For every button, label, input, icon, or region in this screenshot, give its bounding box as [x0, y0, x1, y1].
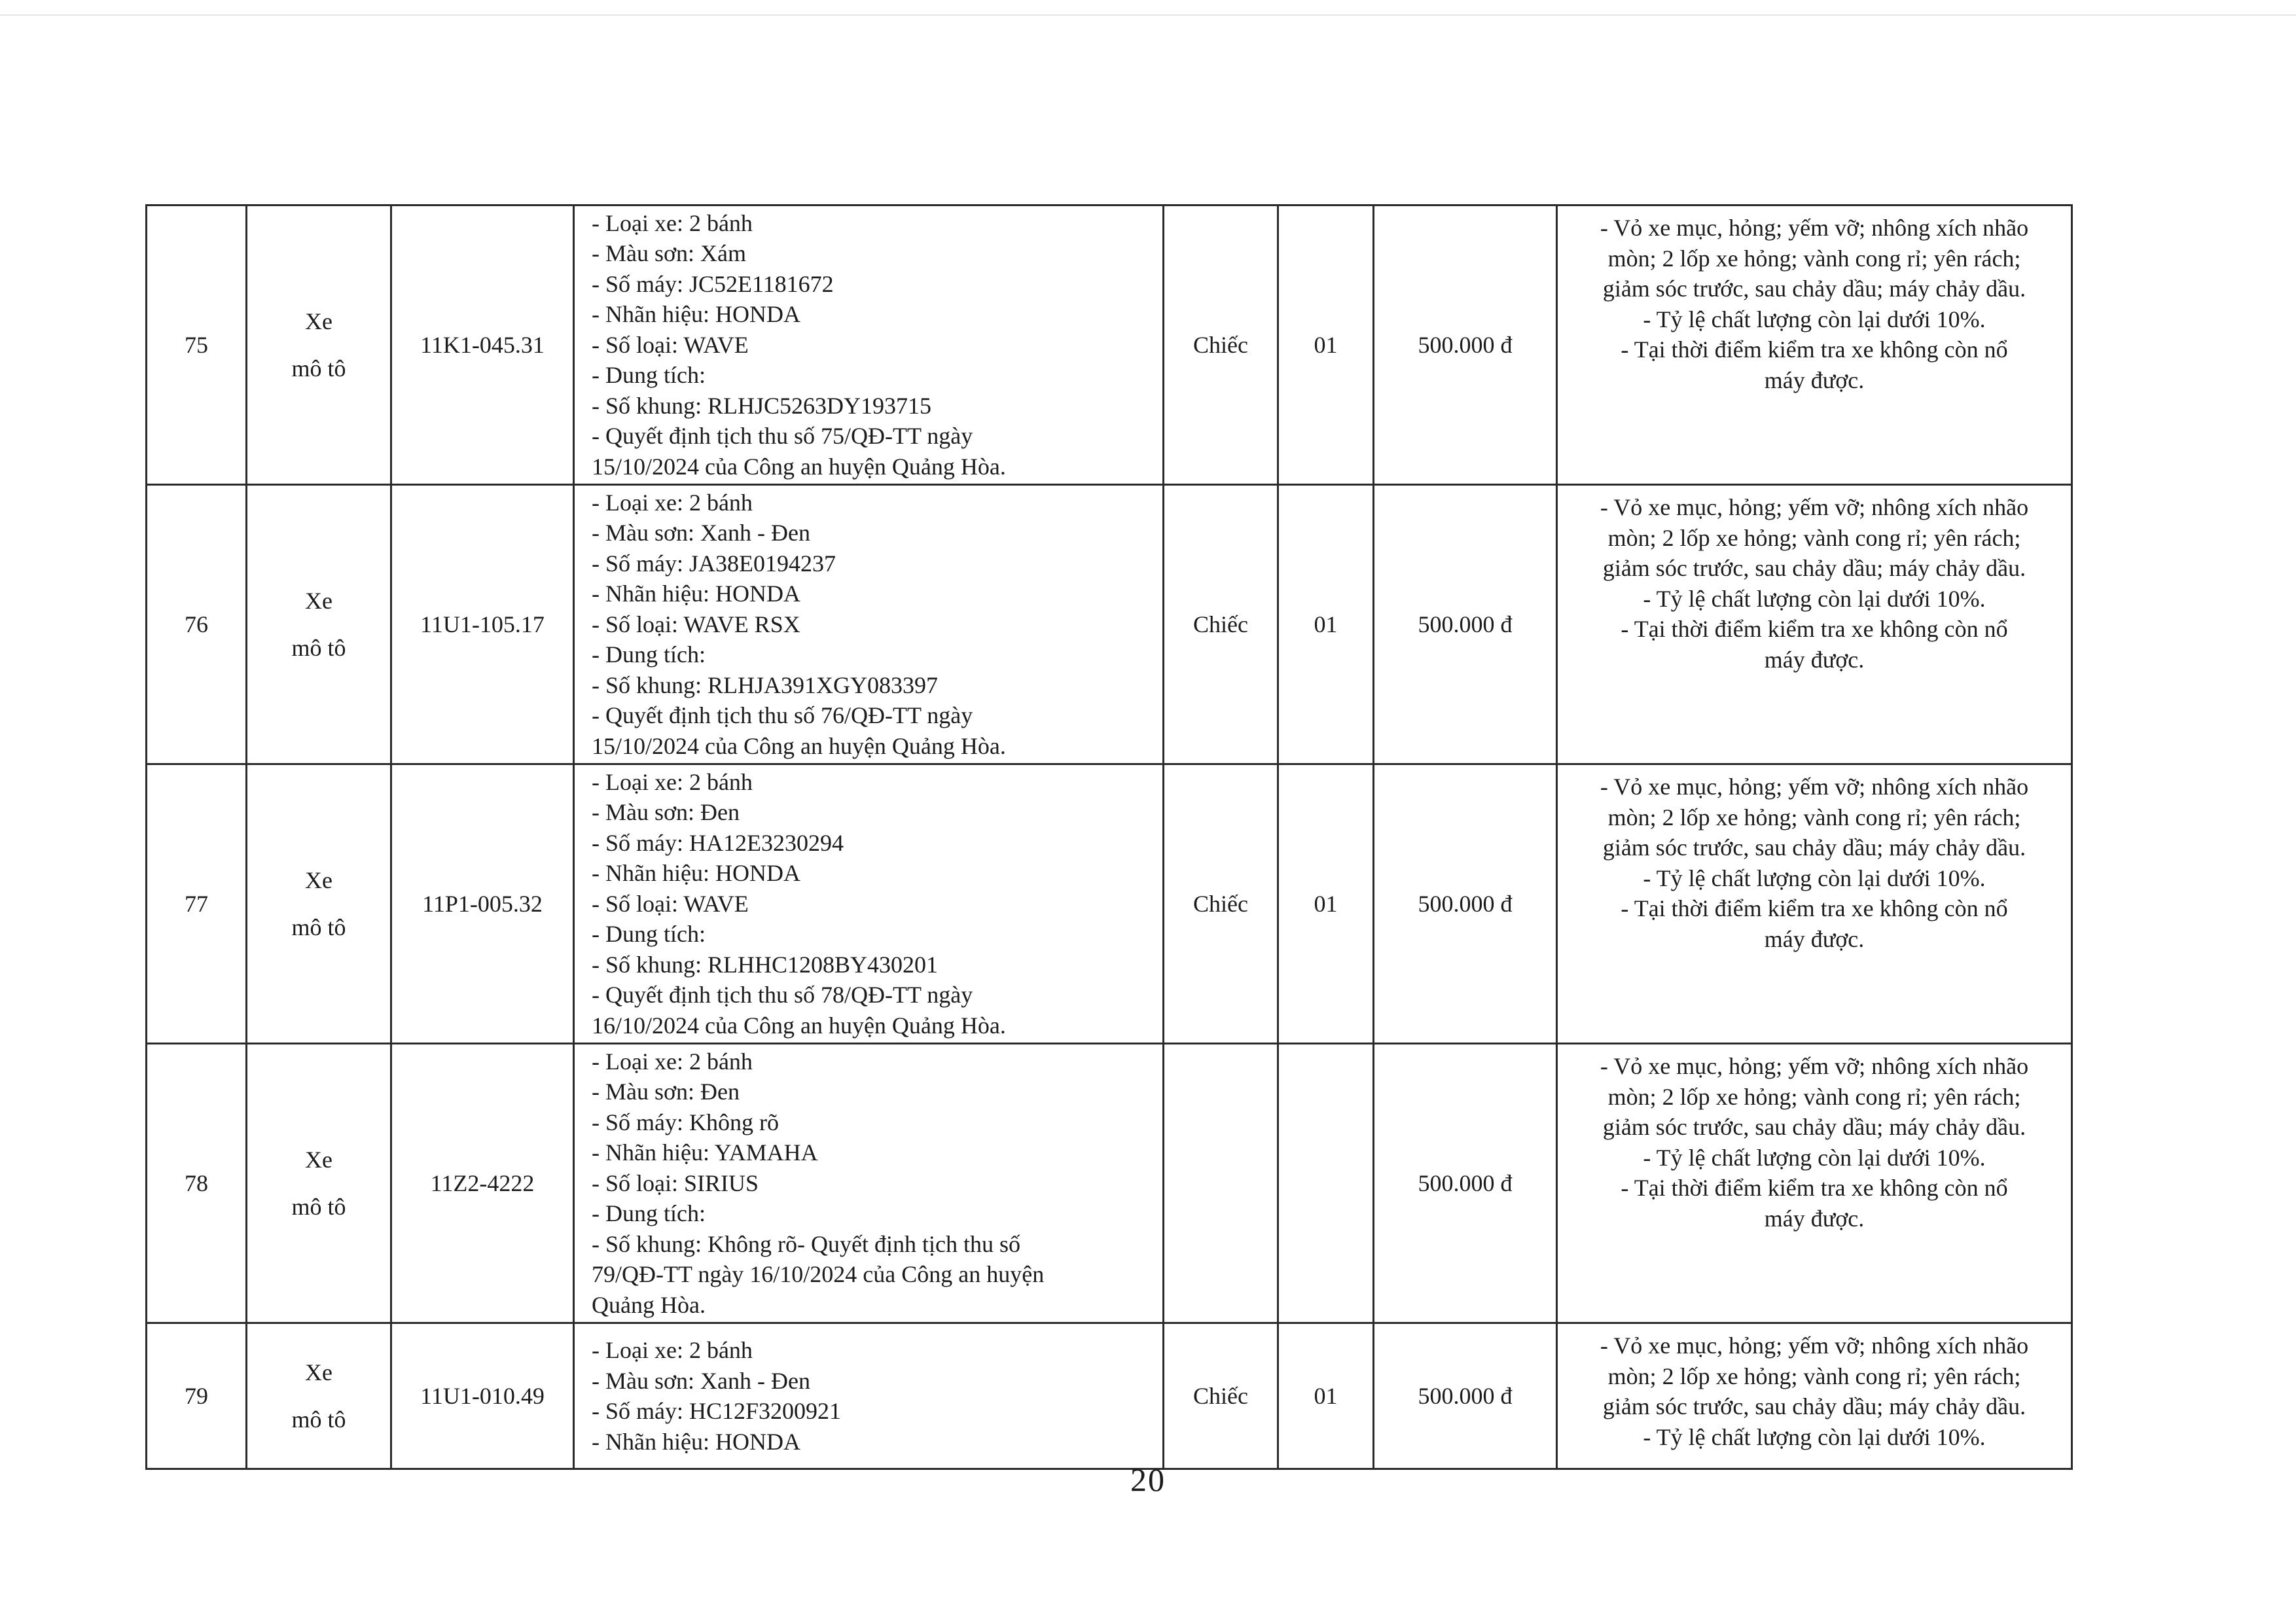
description-line: - Số khung: RLHHC1208BY430201	[592, 951, 939, 978]
condition-line: - Tại thời điểm kiểm tra xe không còn nổ	[1621, 336, 2008, 363]
description-line: - Nhãn hiệu: HONDA	[592, 301, 800, 328]
description-line: 79/QĐ-TT ngày 16/10/2024 của Công an huyện	[592, 1261, 1045, 1288]
description-line: - Nhãn hiệu: YAMAHA	[592, 1139, 818, 1166]
condition-line: - Tỷ lệ chất lượng còn lại dưới 10%.	[1643, 1144, 1986, 1171]
condition-line: mòn; 2 lốp xe hỏng; vành cong rỉ; yên rách;	[1607, 1363, 2021, 1389]
description-line: - Quyết định tịch thu số 76/QĐ-TT ngày	[592, 702, 973, 729]
condition-notes	[1557, 205, 2072, 485]
description-line: - Dung tích:	[592, 641, 706, 668]
license-plate: 11K1-045.31	[391, 205, 574, 485]
condition-line: mòn; 2 lốp xe hỏng; vành cong rỉ; yên rách;	[1607, 524, 2021, 551]
condition-line: - Vỏ xe mục, hỏng; yếm vỡ; nhông xích nhão	[1600, 215, 2029, 241]
condition-line: - Vỏ xe mục, hỏng; yếm vỡ; nhông xích nhão	[1600, 1053, 2029, 1079]
description-line: 15/10/2024 của Công an huyện Quảng Hòa.	[592, 732, 1006, 759]
row-index: 78	[147, 1044, 247, 1323]
license-plate: 11P1-005.32	[391, 764, 574, 1044]
condition-line: - Tỷ lệ chất lượng còn lại dưới 10%.	[1643, 1423, 1986, 1450]
condition-line: - Vỏ xe mục, hỏng; yếm vỡ; nhông xích nhão	[1600, 494, 2029, 520]
description-line: - Nhãn hiệu: HONDA	[592, 1428, 800, 1455]
condition-line: giảm sóc trước, sau chảy dầu; máy chảy dầu.	[1602, 834, 2026, 861]
description-line: 15/10/2024 của Công an huyện Quảng Hòa.	[592, 453, 1006, 480]
unit: Chiếc	[1164, 764, 1278, 1044]
asset-name-line: mô tô	[291, 914, 346, 940]
quantity: 01	[1278, 485, 1374, 764]
description-line: - Quyết định tịch thu số 75/QĐ-TT ngày	[592, 423, 973, 450]
quantity	[1278, 1044, 1374, 1323]
condition-line: máy được.	[1764, 646, 1865, 673]
page-number: 20	[1130, 1461, 1166, 1498]
vehicle-description	[574, 1323, 1164, 1469]
row-index: 75	[147, 205, 247, 485]
condition-line: giảm sóc trước, sau chảy dầu; máy chảy dầu.	[1602, 276, 2026, 302]
row-index: 76	[147, 485, 247, 764]
price: 500.000 đ	[1374, 485, 1557, 764]
asset-name-line: mô tô	[291, 1406, 346, 1433]
condition-line: mòn; 2 lốp xe hỏng; vành cong rỉ; yên rách;	[1607, 1083, 2021, 1110]
description-line: - Số khung: RLHJC5263DY193715	[592, 392, 932, 419]
description-line: - Màu sơn: Đen	[592, 799, 740, 826]
asset-name-line: Xe	[305, 867, 332, 893]
quantity: 01	[1278, 764, 1374, 1044]
condition-line: giảm sóc trước, sau chảy dầu; máy chảy dầu.	[1602, 555, 2026, 581]
quantity: 01	[1278, 1323, 1374, 1469]
description-line: - Loại xe: 2 bánh	[592, 1337, 753, 1363]
condition-line: mòn; 2 lốp xe hỏng; vành cong rỉ; yên rách;	[1607, 245, 2021, 272]
condition-line: - Vỏ xe mục, hỏng; yếm vỡ; nhông xích nhão	[1600, 1332, 2029, 1359]
unit: Chiếc	[1164, 1323, 1278, 1469]
description-line: - Số máy: JC52E1181672	[592, 270, 834, 297]
description-line: - Loại xe: 2 bánh	[592, 209, 753, 236]
quantity: 01	[1278, 205, 1374, 485]
asset-name	[247, 1323, 391, 1469]
vehicle-description	[574, 205, 1164, 485]
unit: Chiếc	[1164, 485, 1278, 764]
asset-name-line: Xe	[305, 588, 332, 614]
table-row	[147, 1044, 2072, 1323]
description-line: 16/10/2024 của Công an huyện Quảng Hòa.	[592, 1012, 1006, 1039]
asset-name	[247, 485, 391, 764]
price: 500.000 đ	[1374, 1323, 1557, 1469]
asset-name-line: Xe	[305, 1147, 332, 1173]
description-line: - Màu sơn: Xanh - Đen	[592, 1367, 810, 1394]
condition-notes	[1557, 764, 2072, 1044]
condition-line: - Tại thời điểm kiểm tra xe không còn nổ	[1621, 895, 2008, 921]
condition-line: mòn; 2 lốp xe hỏng; vành cong rỉ; yên rách;	[1607, 804, 2021, 830]
description-line: - Số loại: WAVE	[592, 331, 749, 358]
asset-name-line: Xe	[305, 308, 332, 334]
condition-line: - Tỷ lệ chất lượng còn lại dưới 10%.	[1643, 306, 1986, 332]
description-line: - Màu sơn: Xám	[592, 240, 747, 267]
table-row	[147, 205, 2072, 485]
description-line: - Số loại: SIRIUS	[592, 1169, 759, 1196]
asset-name-line: mô tô	[291, 355, 346, 382]
table-row	[147, 485, 2072, 764]
condition-line: máy được.	[1764, 366, 1865, 393]
condition-notes	[1557, 1323, 2072, 1469]
description-line: - Số máy: Không rõ	[592, 1109, 779, 1135]
description-line: Quảng Hòa.	[592, 1291, 706, 1318]
description-line: - Dung tích:	[592, 1200, 706, 1227]
license-plate: 11U1-010.49	[391, 1323, 574, 1469]
description-line: - Số loại: WAVE RSX	[592, 611, 800, 637]
unit: Chiếc	[1164, 205, 1278, 485]
condition-line: - Tỷ lệ chất lượng còn lại dưới 10%.	[1643, 585, 1986, 612]
description-line: - Dung tích:	[592, 362, 706, 389]
vehicle-description	[574, 485, 1164, 764]
description-line: - Số khung: RLHJA391XGY083397	[592, 671, 939, 698]
asset-name-line: Xe	[305, 1359, 332, 1385]
table-row	[147, 764, 2072, 1044]
description-line: - Số máy: HC12F3200921	[592, 1398, 842, 1424]
condition-line: - Tỷ lệ chất lượng còn lại dưới 10%.	[1643, 865, 1986, 891]
description-line: - Số khung: Không rõ- Quyết định tịch thu số	[592, 1230, 1020, 1257]
description-line: - Nhãn hiệu: HONDA	[592, 580, 800, 607]
asset-name-line: mô tô	[291, 1194, 346, 1220]
condition-notes	[1557, 1044, 2072, 1323]
asset-name	[247, 1044, 391, 1323]
row-index: 77	[147, 764, 247, 1044]
vehicle-inventory-table	[145, 204, 2073, 1470]
vehicle-description	[574, 764, 1164, 1044]
condition-line: giảm sóc trước, sau chảy dầu; máy chảy dầu.	[1602, 1114, 2026, 1140]
description-line: - Màu sơn: Xanh - Đen	[592, 520, 810, 546]
description-line: - Màu sơn: Đen	[592, 1079, 740, 1105]
description-line: - Quyết định tịch thu số 78/QĐ-TT ngày	[592, 982, 973, 1008]
price: 500.000 đ	[1374, 1044, 1557, 1323]
condition-line: - Tại thời điểm kiểm tra xe không còn nổ	[1621, 616, 2008, 642]
price: 500.000 đ	[1374, 764, 1557, 1044]
description-line: - Loại xe: 2 bánh	[592, 768, 753, 795]
condition-line: máy được.	[1764, 925, 1865, 952]
condition-line: giảm sóc trước, sau chảy dầu; máy chảy dầu.	[1602, 1393, 2026, 1419]
condition-notes	[1557, 485, 2072, 764]
asset-name-line: mô tô	[291, 635, 346, 661]
license-plate: 11Z2-4222	[391, 1044, 574, 1323]
condition-line: - Vỏ xe mục, hỏng; yếm vỡ; nhông xích nhão	[1600, 774, 2029, 800]
description-line: - Loại xe: 2 bánh	[592, 1048, 753, 1075]
row-index: 79	[147, 1323, 247, 1469]
page-top-edge	[0, 14, 2296, 16]
description-line: - Số loại: WAVE	[592, 890, 749, 917]
description-line: - Số máy: JA38E0194237	[592, 550, 836, 577]
condition-line: - Tại thời điểm kiểm tra xe không còn nổ	[1621, 1175, 2008, 1201]
description-line: - Dung tích:	[592, 921, 706, 948]
condition-line: máy được.	[1764, 1205, 1865, 1232]
description-line: - Loại xe: 2 bánh	[592, 489, 753, 516]
unit	[1164, 1044, 1278, 1323]
table-row	[147, 1323, 2072, 1469]
description-line: - Số máy: HA12E3230294	[592, 829, 844, 856]
description-line: - Nhãn hiệu: HONDA	[592, 860, 800, 887]
asset-name	[247, 205, 391, 485]
license-plate: 11U1-105.17	[391, 485, 574, 764]
price: 500.000 đ	[1374, 205, 1557, 485]
asset-name	[247, 764, 391, 1044]
vehicle-description	[574, 1044, 1164, 1323]
